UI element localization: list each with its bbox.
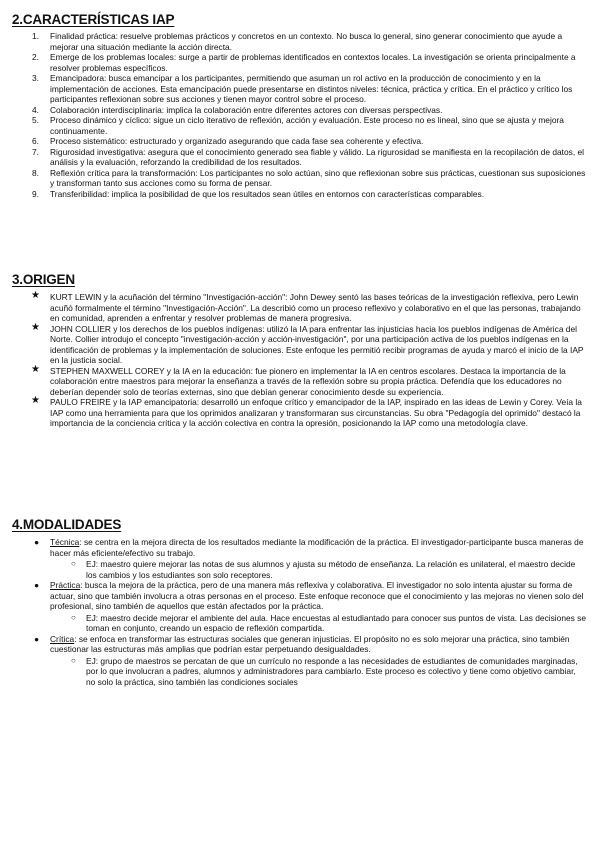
list-item: 6. Proceso sistemático: estructurado y organizado asegurando que cada fase sea coherente y efectiva. bbox=[32, 136, 424, 146]
list-item: 2. Emerge de los problemas locales: surge a partir de problemas identificados en contextos locales. La investigación se orienta principalmente a resolver problemas específicos. bbox=[32, 52, 576, 73]
star-bullet-icon: ★ bbox=[31, 290, 40, 301]
example-item: ○ EJ: maestro decide mejorar el ambiente del aula. Hace encuestas al estudiantado para conocer sus puntos de vista. Las decisiones se toman en conjunto, creando un espacio de reflexión compartida. bbox=[71, 612, 586, 633]
list-item: 7. Rigurosidad investigativa: asegura que el conocimiento generado sea fiable y válido. La rigurosidad se manifiesta en la recopilación de datos, el análisis y la evaluación, reforzando la credibilidad de los resultados. bbox=[32, 146, 585, 167]
star-bullet-icon: ★ bbox=[31, 395, 40, 406]
example-item: ○ EJ: grupo de maestros se percatan de que un currículo no responde a las necesidades de estudiantes de comunidades marginadas, por lo que involucran a padres, alumnos y administradores para cambiarlo. Este proceso es colectivo y tiene como objetivo cambiar, no solo la práctica, sino también las condiciones sociales bbox=[71, 655, 578, 687]
circle-bullet-icon: ○ bbox=[71, 559, 76, 568]
caracteristicas-list bbox=[0, 31, 600, 199]
list-item: ★ KURT LEWIN y la acuñación del término "Investigación-acción": John Dewey sentó las bases teóricas de la investigación reflexiva, pero Lewin acuñó formalmente el término "Investigación-Acción". La describió como un proceso reflexivo y colaborativo en el que las personas, trabajando en comunidad, aprenden a enfrentar y resolver problemas de manera progresiva. bbox=[31, 290, 581, 323]
bullet-icon: ● bbox=[34, 537, 40, 547]
star-bullet-icon: ★ bbox=[31, 363, 40, 375]
bullet-icon: ● bbox=[34, 580, 40, 590]
list-item: 5. Proceso dinámico y cíclico: sigue un ciclo iterativo de reflexión, acción y evaluación. Este proceso no es lineal, sino que se ajusta y mejora continuamente. bbox=[32, 115, 564, 136]
example-item: ○ EJ: maestro quiere mejorar las notas de sus alumnos y ajusta su método de enseñanza. La relación es unilateral, el maestro decide los cambios y los estudiantes son solo receptores. bbox=[71, 559, 576, 580]
list-item: 1. Finalidad práctica: resuelve problemas prácticos y concretos en un contexto. No busca lo general, sino generar conocimiento que ayude a mejorar una situación mediante la acción directa. bbox=[32, 31, 563, 52]
list-item: 3. Emancipadora: busca emancipar a los participantes, permitiendo que asuman un rol activo en la producción de conocimiento y en la implementación de acciones. Esta emancipación puede presentarse en distintos niveles: técnica, práctica y crítica. En el práctico y crítico los participantes reflexionan sobre sus acciones y tienen mayor control sobre el proceso. bbox=[32, 73, 573, 104]
section-title-origen: 3.ORIGEN bbox=[12, 272, 75, 287]
section-title-caracteristicas: 2.CARACTERÍSTICAS IAP bbox=[12, 12, 175, 27]
list-item: 8. Reflexión crítica para la transformación: Los participantes no solo actúan, sino que reflexionan sobre sus prácticas, cuestionan sus suposiciones y transforman tanto sus acciones como su forma de pensar. bbox=[32, 167, 586, 188]
origen-list bbox=[0, 292, 600, 429]
list-item: ★ STEPHEN MAXWELL COREY y la IA en la educación: fue pionero en implementar la IA en centros escolares. Destaca la importancia de la colaboración entre maestros para mejorar la enseñanza a través de la reflexión sobre su propia práctica. Defendía que los educadores no deberían depender solo de teorías externas, sino que debían generar conocimiento desde su experiencia. bbox=[31, 363, 566, 397]
star-bullet-icon: ★ bbox=[31, 321, 40, 333]
modalidades-list bbox=[0, 537, 600, 687]
bullet-icon: ● bbox=[34, 633, 40, 644]
list-item: ★ JOHN COLLIER y los derechos de los pueblos indígenas: utilizó la IA para enfrentar las injusticias hacia los pueblos indígenas de América del Norte. Collier introdujo el concepto "investigación-acción y acción-investigación", por una participación activa de los pueblos indígenas en la identificación de problemas y la implementación de soluciones. Este enfoque les permitió recibir programas de ayuda y marcó el inicio de la IAP en la justicia social. bbox=[31, 321, 584, 365]
circle-bullet-icon: ○ bbox=[71, 612, 76, 622]
section-title-modalidades: 4.MODALIDADES bbox=[12, 517, 122, 532]
list-item: ● Crítica: se enfoca en transformar las estructuras sociales que generan injusticias. El propósito no es solo mejorar una práctica, sino también cuestionar las estructuras más amplias que podrían estar perpetuando desigualdades. bbox=[34, 633, 570, 654]
list-item: ★ PAULO FREIRE y la IAP emancipatoria: desarrolló un enfoque crítico y emancipador de la IAP, inspirado en las ideas de Lewin y Corey. Veía la IAP como una herramienta para que los oprimidos analizaran y transformaran sus circunstancias. Su obra "Pedagogía del oprimido" destacó la importancia de la conciencia crítica y la acción colectiva en contra la opresión, posicionando la IAP como una metodología clave. bbox=[31, 395, 582, 428]
list-item: 4. Colaboración interdisciplinaria: implica la colaboración entre diferentes actores con diversas perspectivas. bbox=[32, 104, 443, 115]
circle-bullet-icon: ○ bbox=[71, 655, 76, 665]
list-item: 9. Transferibilidad: implica la posibilidad de que los resultados sean útiles en entornos con características comparables. bbox=[32, 188, 485, 199]
list-item: ● Técnica: se centra en la mejora directa de los resultados mediante la modificación de la práctica. El investigador-participante busca maneras de hacer más eficiente/efectivo su trabajo. bbox=[34, 537, 584, 558]
list-item: ● Práctica: busca la mejora de la práctica, pero de una manera más reflexiva y colaborativa. El investigador no solo intenta ajustar su forma de actuar, sino que también involucra a otras personas en el proceso. Este enfoque reconoce que el conocimiento y las mejoras no vienen solo del profesional, sino también de aquellos que están afectados por la práctica. bbox=[34, 580, 584, 611]
